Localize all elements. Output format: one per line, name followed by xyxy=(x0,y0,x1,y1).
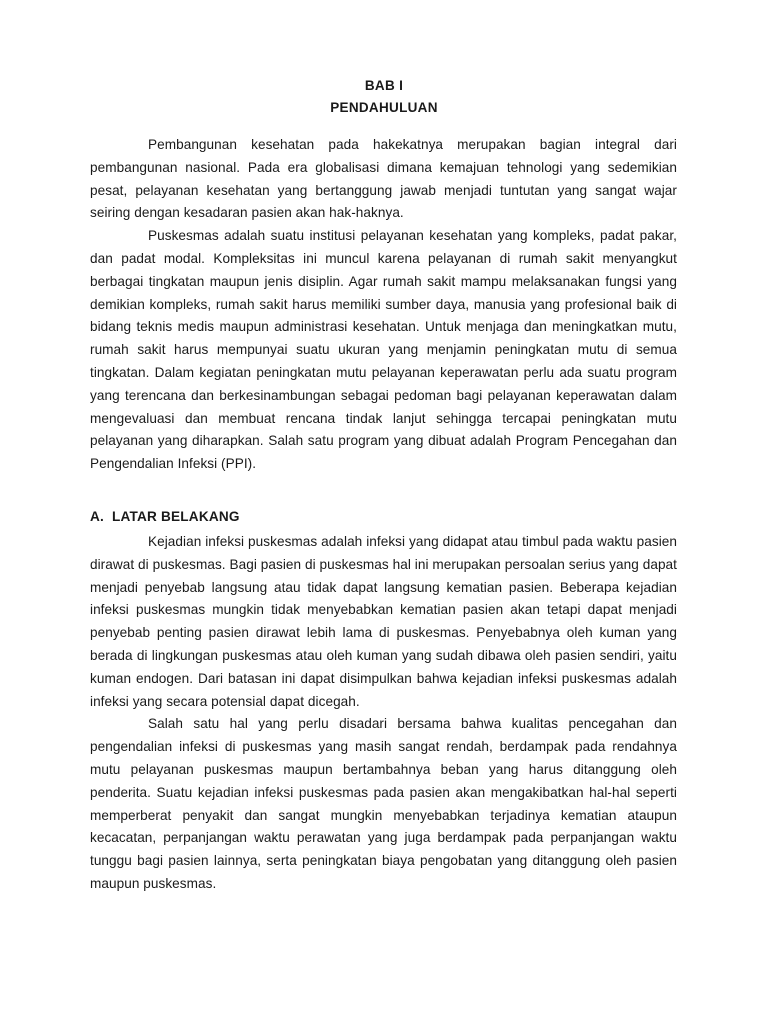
intro-paragraph: Pembangunan kesehatan pada hakekatnya merupakan bagian integral dari pembangunan nasional. Pada era globalisasi dimana kemajuan tehnologi yang sedemikian pesat, pelayanan kesehatan yang bertanggung jawab menjadi tuntutan yang sangat wajar seiring dengan kesadaran pasien akan hak-haknya. xyxy=(90,137,677,221)
background-section xyxy=(90,531,677,896)
background-paragraph: Kejadian infeksi puskesmas adalah infeksi yang didapat atau timbul pada waktu pasien dirawat di puskesmas. Bagi pasien di puskesmas hal ini merupakan persoalan serius yang dapat menjadi penyebab langsung atau tidak dapat langsung kematian pasien. Beberapa kejadian infeksi puskesmas mungkin tidak menyebabkan kematian pasien akan tetapi dapat menjadi penyebab penting pasien dirawat lebih lama di puskesmas. Penyebabnya oleh kuman yang berada di lingkungan puskesmas atau oleh kuman yang sudah dibawa oleh pasien sendiri, yaitu kuman endogen. Dari batasan ini dapat disimpulkan bahwa kejadian infeksi puskesmas adalah infeksi yang secara potensial dapat dicegah. xyxy=(90,534,677,709)
chapter-title: PENDAHULUAN xyxy=(330,100,438,115)
section-title: LATAR BELAKANG xyxy=(112,509,240,524)
section-heading xyxy=(90,509,240,524)
chapter-number: BAB I xyxy=(364,78,404,93)
background-paragraph: Salah satu hal yang perlu disadari bersama bahwa kualitas pencegahan dan pengendalian infeksi di puskesmas yang masih sangat rendah, berdampak pada rendahnya mutu pelayanan puskesmas maupun bertambahnya beban yang harus ditanggung oleh penderita. Suatu kejadian infeksi puskesmas pada pasien akan mengakibatkan hal-hal seperti memperberat penyakit dan sangat mungkin menyebabkan terjadinya kematian ataupun kecacatan, perpanjangan waktu perawatan yang juga berdampak pada perpanjangan waktu tunggu bagi pasien lainnya, serta peningkatan biaya pengobatan yang ditanggung oleh pasien maupun puskesmas. xyxy=(90,716,677,891)
intro-paragraph: Puskesmas adalah suatu institusi pelayanan kesehatan yang kompleks, padat pakar, dan padat modal. Kompleksitas ini muncul karena pelayanan di rumah sakit menyangkut berbagai tingkatan maupun jenis disiplin. Agar rumah sakit mampu melaksanakan fungsi yang demikian kompleks, rumah sakit harus memiliki sumber daya, manusia yang profesional baik di bidang teknis medis maupun administrasi kesehatan. Untuk menjaga dan meningkatkan mutu, rumah sakit harus mempunyai suatu ukuran yang menjamin peningkatan mutu di semua tingkatan. Dalam kegiatan peningkatan mutu pelayanan keperawatan perlu ada suatu program yang terencana dan berkesinambungan sebagai pedoman bagi pelayanan keperawatan dalam mengevaluasi dan membuat rencana tindak lanjut sehingga tercapai peningkatan mutu pelayanan yang diharapkan. Salah satu program yang dibuat adalah Program Pencegahan dan Pengendalian Infeksi (PPI). xyxy=(90,228,677,472)
section-number: A. xyxy=(90,509,104,524)
intro-section xyxy=(90,134,677,476)
